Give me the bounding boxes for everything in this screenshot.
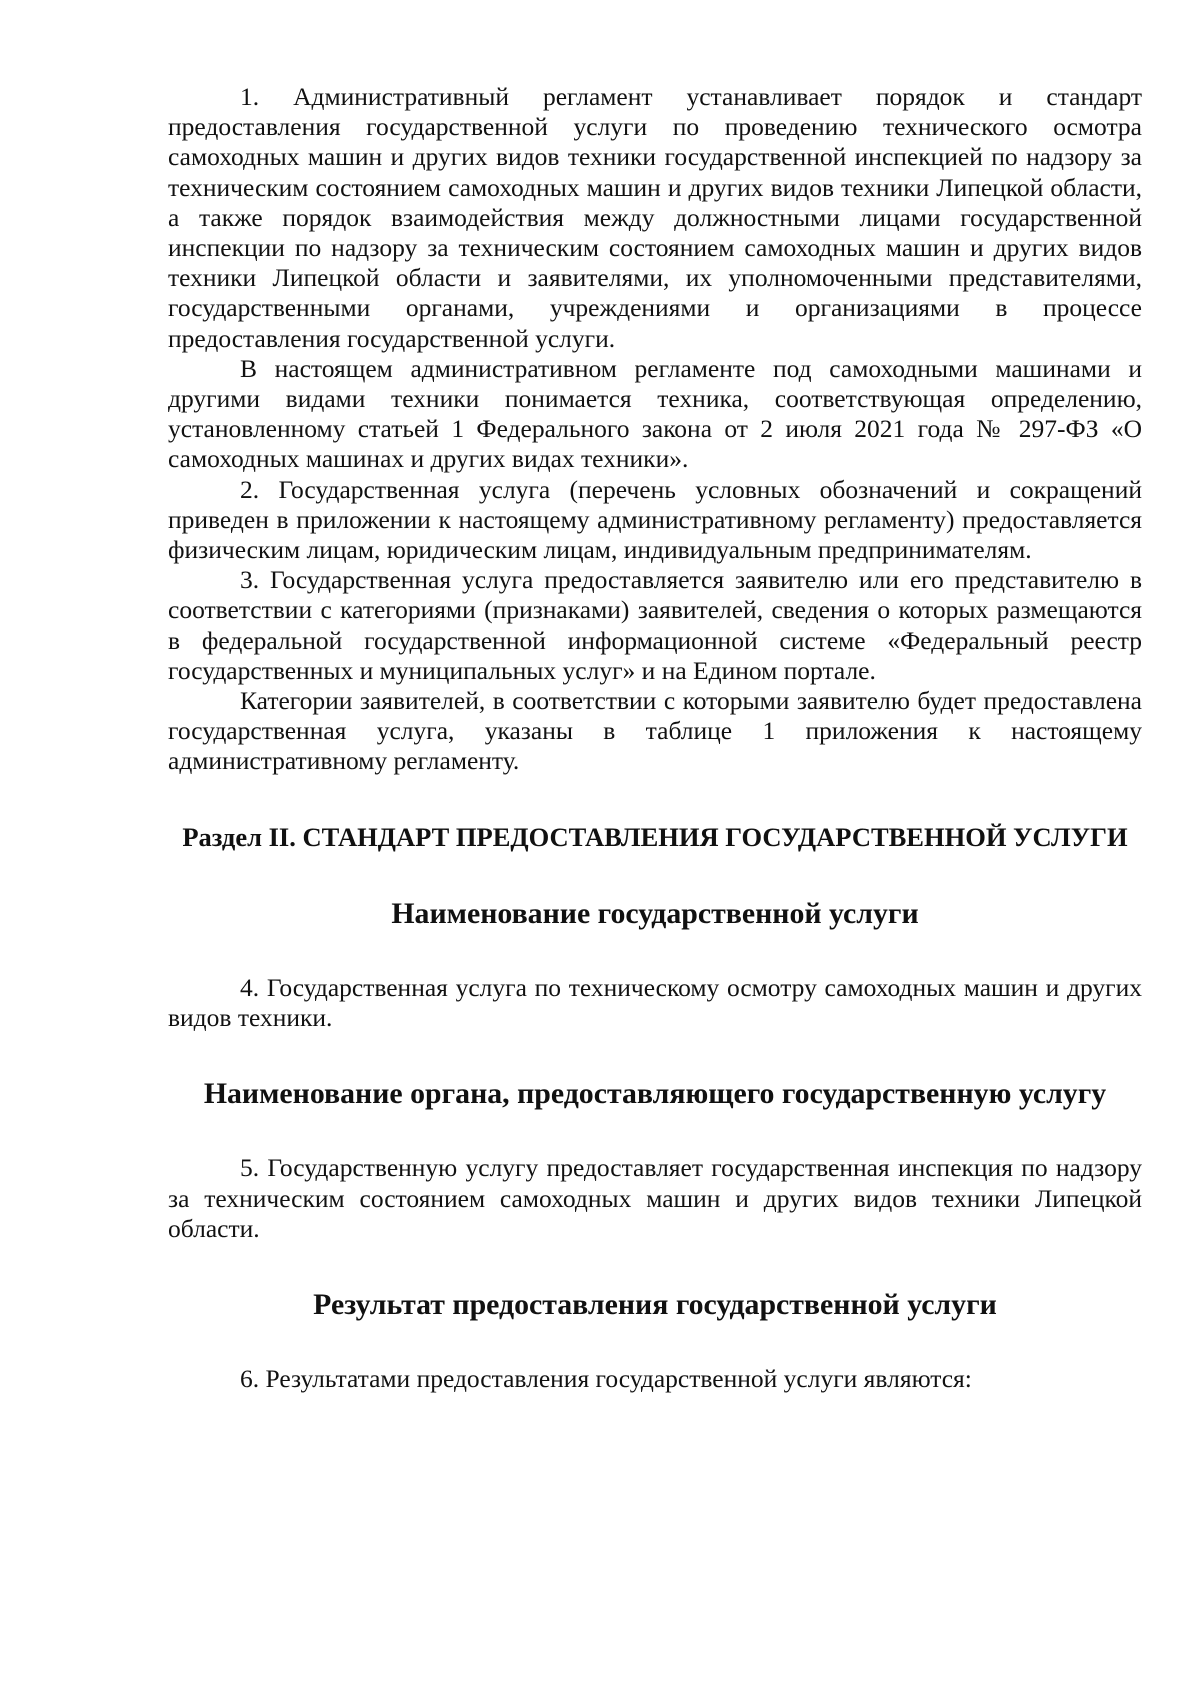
authority-heading: Наименование органа, предоставляющего государственную услугу	[203, 1077, 1107, 1111]
paragraph-4: 4. Государственная услуга по техническому осмотру самоходных машин и других видов техники.	[168, 972, 1142, 1033]
section-title: Раздел II. СТАНДАРТ ПРЕДОСТАВЛЕНИЯ ГОСУДАРСТВЕННОЙ УСЛУГИ	[182, 821, 1128, 852]
result-heading: Результат предоставления государственной услуги	[313, 1288, 997, 1322]
paragraph-6: 6. Результатами предоставления государственной услуги являются:	[240, 1364, 972, 1394]
paragraph-2: 2. Государственная услуга (перечень условных обозначений и сокращений приведен в приложении к настоящему административному регламенту) предоставляется физическим лицам, юридическим лицам, индивидуальным предпринимателям.	[168, 474, 1142, 565]
service-name-heading: Наименование государственной услуги	[391, 896, 919, 930]
document-page	[168, 82, 1142, 1395]
paragraph-3: 3. Государственная услуга предоставляется заявителю или его представителю в соответствии с категориями (признаками) заявителей, сведения о которых размещаются в федеральной государственной информационной системе «Федеральный реестр государственных и муниципальных услуг» и на Едином портале.	[168, 565, 1142, 685]
paragraph-3-categories: Категории заявителей, в соответствии с которыми заявителю будет предоставлена государственная услуга, указаны в таблице 1 приложения к настоящему административному регламенту.	[168, 686, 1142, 776]
paragraph-1: 1. Административный регламент устанавливает порядок и стандарт предоставления государственной услуги по проведению технического осмотра самоходных машин и других видов техники государственной инспекцией по надзору за техническим состоянием самоходных машин и других видов техники Липецкой области, а также порядок взаимодействия между должностными лицами государственной инспекции по надзору за техническим состоянием самоходных машин и других видов техники Липецкой области и заявителями, их уполномоченными представителями, государственными органами, учреждениями и организациями в процессе предоставления государственной услуги.	[168, 82, 1142, 353]
paragraph-5: 5. Государственную услугу предоставляет государственная инспекция по надзору за техническим состоянием самоходных машин и других видов техники Липецкой области.	[168, 1153, 1142, 1243]
paragraph-1-definition: В настоящем административном регламенте под самоходными машинами и другими видами техники понимается техника, соответствующая определению, установленному статьей 1 Федерального закона от 2 июля 2021 года № 297-ФЗ «О самоходных машинах и других видах техники».	[168, 353, 1142, 474]
